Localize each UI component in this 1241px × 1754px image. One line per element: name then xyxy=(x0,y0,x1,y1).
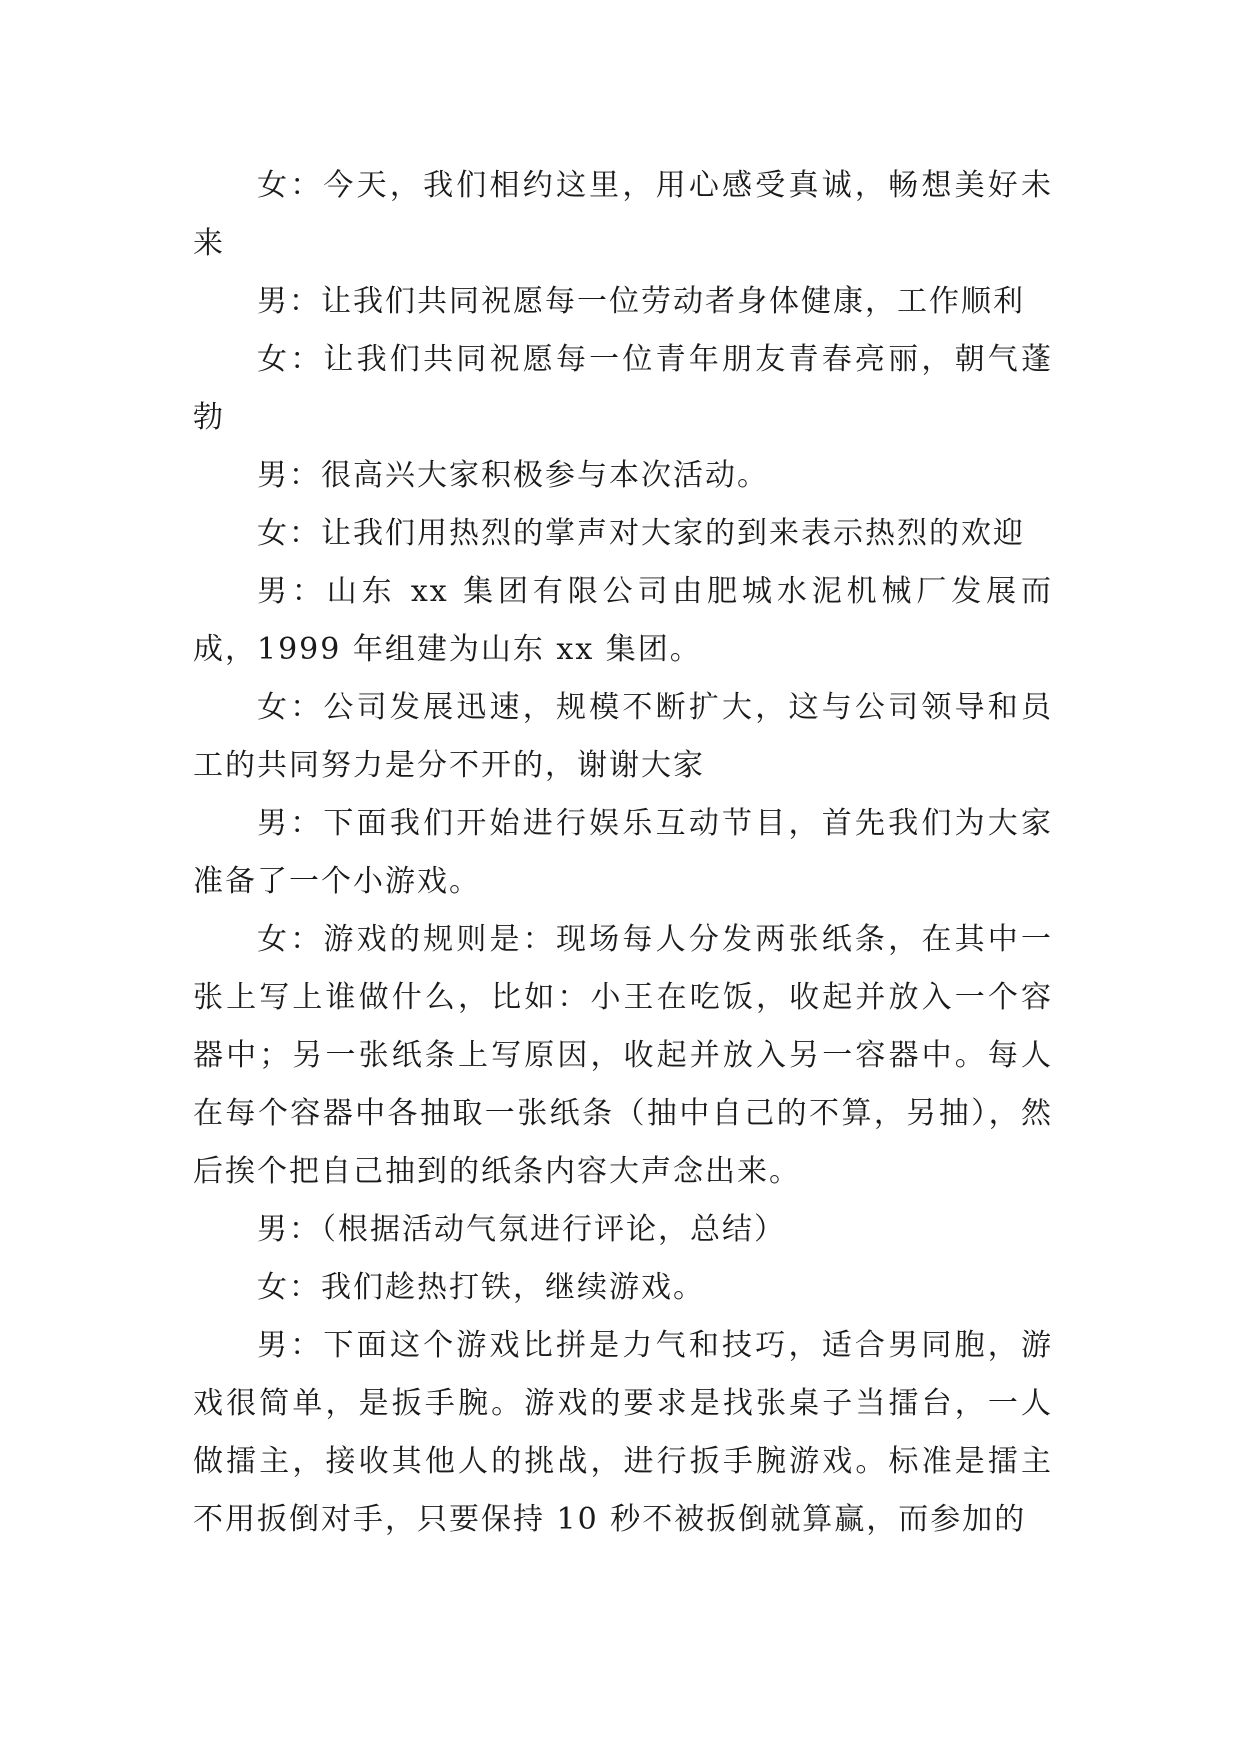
paragraph-4: 男：很高兴大家积极参与本次活动。 xyxy=(257,458,769,493)
paragraph-9: 女：游戏的规则是：现场每人分发两张纸条，在其中一张上写上谁做什么，比如：小王在吃饭，收起并放入一个容器中；另一张纸条上写原因，收起并放入另一容器中。每人在每个容器中各抽取一张纸条（抽中自己的不算，另抽），然后挨个把自己抽到的纸条内容大声念出来。 xyxy=(193,922,1053,1189)
paragraph-8: 男：下面我们开始进行娱乐互动节目，首先我们为大家准备了一个小游戏。 xyxy=(193,806,1053,899)
paragraph-1: 女：今天，我们相约这里，用心感受真诚，畅想美好未来 xyxy=(193,168,1053,261)
paragraph-5: 女：让我们用热烈的掌声对大家的到来表示热烈的欢迎 xyxy=(257,516,1025,551)
paragraph-12: 男：下面这个游戏比拼是力气和技巧，适合男同胞，游戏很简单，是扳手腕。游戏的要求是找张桌子当擂台，一人做擂主，接收其他人的挑战，进行扳手腕游戏。标准是擂主不用扳倒对手，只要保持 10 秒不被扳倒就算赢，而参加的 xyxy=(193,1328,1053,1537)
paragraph-2: 男：让我们共同祝愿每一位劳动者身体健康，工作顺利 xyxy=(257,284,1025,319)
document-page xyxy=(193,157,1053,1549)
paragraph-6: 男：山东 xx 集团有限公司由肥城水泥机械厂发展而成，1999 年组建为山东 xx 集团。 xyxy=(193,574,1053,667)
paragraph-3: 女：让我们共同祝愿每一位青年朋友青春亮丽，朝气蓬勃 xyxy=(193,342,1053,435)
paragraph-11: 女：我们趁热打铁，继续游戏。 xyxy=(257,1270,705,1305)
paragraph-7: 女：公司发展迅速，规模不断扩大，这与公司领导和员工的共同努力是分不开的，谢谢大家 xyxy=(193,690,1053,783)
paragraph-10: 男：（根据活动气氛进行评论，总结） xyxy=(257,1212,786,1247)
